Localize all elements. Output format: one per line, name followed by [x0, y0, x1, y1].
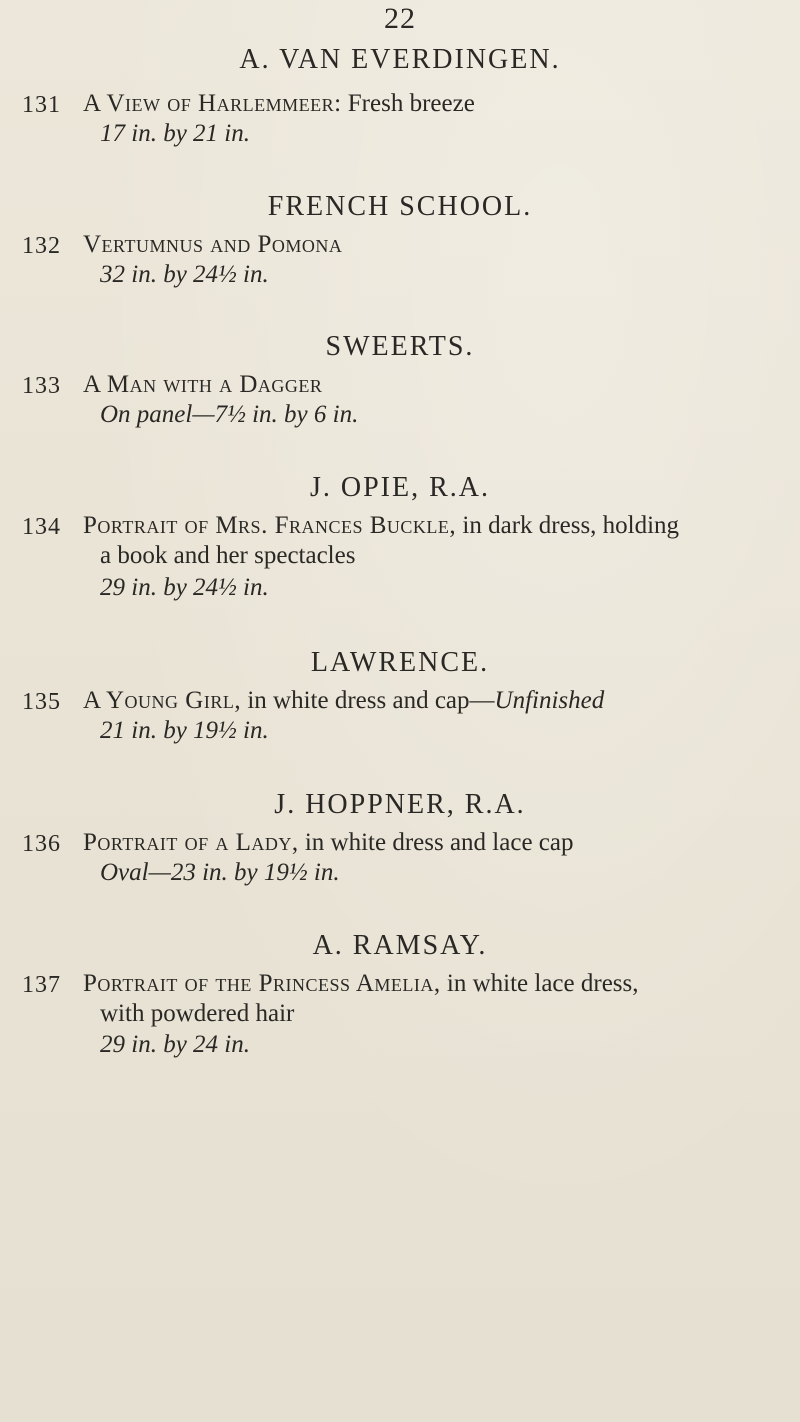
- lot-dimensions: [100, 120, 250, 148]
- lot-number: 133: [22, 373, 61, 399]
- lot-number: 131: [22, 92, 61, 118]
- lot-title-main: Portrait of Mrs. Frances Buckle,: [83, 512, 457, 539]
- lot-title-note: Unfinished: [494, 687, 605, 714]
- lot-title: [83, 511, 794, 541]
- lot-dimensions-text: On panel—7½ in. by 6 in.: [100, 401, 359, 428]
- lot-title-description: in white lace dress,: [440, 970, 639, 997]
- artist-heading: J. OPIE, R.A.: [309, 472, 490, 503]
- lot-title: [83, 230, 794, 260]
- lot-dimensions-text: 29 in. by 24 in.: [100, 1031, 250, 1058]
- lot-dimensions: [100, 1031, 250, 1059]
- lot-dimensions-text: 17 in. by 21 in.: [100, 120, 250, 147]
- lot-title-main: A Man with a Dagger: [83, 371, 323, 398]
- lot-title: [83, 828, 794, 858]
- lot-title: [83, 686, 794, 716]
- lot-dimensions: [100, 261, 269, 289]
- lot-number: 136: [22, 831, 61, 857]
- lot-title-description: in dark dress, holding: [456, 512, 680, 539]
- lot-number: 137: [22, 972, 61, 998]
- lot-title-continuation: a book and her spectacles: [100, 542, 356, 569]
- lot-dimensions: [100, 574, 269, 602]
- lot-dimensions-text: Oval—23 in. by 19½ in.: [100, 859, 340, 886]
- lot-title-main: Vertumnus and Pomona: [83, 231, 343, 258]
- lot-dimensions-text: 32 in. by 24½ in.: [100, 261, 269, 288]
- lot-title-main: Portrait of a Lady,: [83, 829, 299, 856]
- lot-number: 134: [22, 514, 61, 540]
- lot-title-description: in white dress and lace cap: [298, 829, 574, 856]
- lot-title-main: Portrait of the Princess Amelia,: [83, 970, 441, 997]
- lot-title-description: Fresh breeze: [341, 90, 475, 117]
- lot-dimensions-text: 21 in. by 19½ in.: [100, 717, 269, 744]
- lot-title: [83, 370, 794, 400]
- artist-heading: A. VAN EVERDINGEN.: [239, 44, 561, 75]
- artist-heading: A. RAMSAY.: [312, 930, 488, 961]
- page-number: 22: [384, 2, 416, 35]
- lot-number: 132: [22, 233, 61, 259]
- lot-dimensions: [100, 717, 269, 745]
- artist-heading: LAWRENCE.: [310, 647, 490, 678]
- lot-dimensions: [100, 859, 340, 887]
- lot-title-description: in white dress and cap—: [241, 687, 495, 714]
- artist-heading: SWEERTS.: [325, 331, 475, 362]
- lot-number: 135: [22, 689, 61, 715]
- lot-title-main: A Young Girl,: [83, 687, 242, 714]
- lot-title: [83, 969, 794, 999]
- lot-title-continuation: with powdered hair: [100, 1000, 295, 1027]
- artist-heading: J. HOPPNER, R.A.: [274, 789, 526, 820]
- lot-dimensions: [100, 401, 358, 429]
- lot-title-main: A View of Harlemmeer:: [83, 90, 342, 117]
- lot-dimensions-text: 29 in. by 24½ in.: [100, 574, 269, 601]
- lot-title: [83, 89, 794, 119]
- artist-heading: FRENCH SCHOOL.: [267, 191, 533, 222]
